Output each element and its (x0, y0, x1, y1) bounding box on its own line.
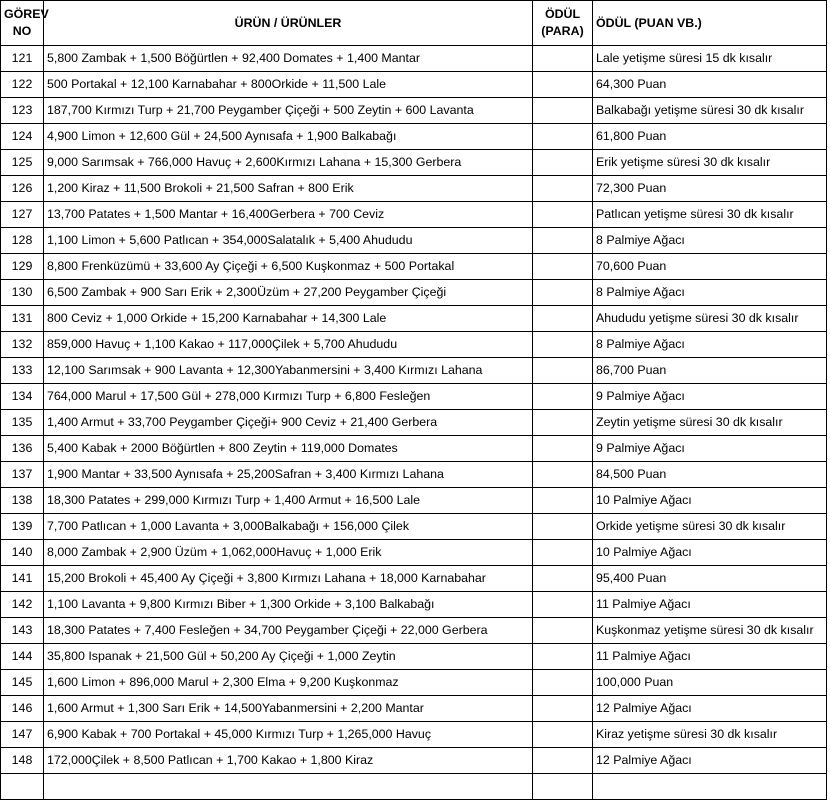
cell-reward-points[interactable]: 12 Palmiye Ağacı (593, 696, 827, 722)
table-row (1, 514, 827, 540)
cell-reward-points[interactable]: 8 Palmiye Ağacı (593, 280, 827, 306)
cell-task-no[interactable]: 140 (1, 540, 44, 566)
cell-reward-points[interactable]: 86,700 Puan (593, 358, 827, 384)
empty-cell[interactable] (533, 774, 593, 800)
header-task-no-line1: GÖREV (4, 7, 49, 21)
cell-task-no[interactable]: 142 (1, 592, 44, 618)
cell-reward-points[interactable]: Erik yetişme süresi 30 dk kısalır (593, 150, 827, 176)
cell-reward-money[interactable] (533, 150, 593, 176)
cell-reward-points[interactable]: Kuşkonmaz yetişme süresi 30 dk kısalır (593, 618, 827, 644)
cell-reward-money[interactable] (533, 540, 593, 566)
cell-reward-points[interactable]: Orkide yetişme süresi 30 dk kısalır (593, 514, 827, 540)
cell-task-no[interactable]: 126 (1, 176, 44, 202)
cell-reward-money[interactable] (533, 462, 593, 488)
cell-reward-points[interactable]: 9 Palmiye Ağacı (593, 384, 827, 410)
table-row (1, 670, 827, 696)
cell-products[interactable]: 6,500 Zambak + 900 Sarı Erik + 2,300Üzüm + 27,200 Peygamber Çiçeği (44, 280, 533, 306)
header-row (1, 1, 827, 46)
table-row (1, 72, 827, 98)
cell-reward-money[interactable] (533, 124, 593, 150)
cell-task-no[interactable]: 125 (1, 150, 44, 176)
cell-reward-points[interactable]: 10 Palmiye Ağacı (593, 540, 827, 566)
cell-task-no[interactable]: 131 (1, 306, 44, 332)
cell-reward-money[interactable] (533, 670, 593, 696)
table-row (1, 150, 827, 176)
cell-task-no[interactable]: 147 (1, 722, 44, 748)
table-row (1, 488, 827, 514)
cell-reward-points[interactable]: 11 Palmiye Ağacı (593, 592, 827, 618)
table-row (1, 592, 827, 618)
cell-reward-points[interactable]: 64,300 Puan (593, 72, 827, 98)
cell-reward-money[interactable] (533, 748, 593, 774)
cell-task-no[interactable]: 139 (1, 514, 44, 540)
cell-products[interactable]: 35,800 Ispanak + 21,500 Gül + 50,200 Ay Çiçeği + 1,000 Zeytin (44, 644, 533, 670)
cell-reward-money[interactable] (533, 228, 593, 254)
cell-reward-points[interactable]: Lale yetişme süresi 15 dk kısalır (593, 46, 827, 72)
cell-products[interactable]: 800 Ceviz + 1,000 Orkide + 15,200 Karnabahar + 14,300 Lale (44, 306, 533, 332)
header-task-no (1, 1, 49, 46)
header-reward-money (533, 1, 593, 46)
cell-reward-money[interactable] (533, 644, 593, 670)
cell-products[interactable]: 172,000Çilek + 8,500 Patlıcan + 1,700 Kakao + 1,800 Kiraz (44, 748, 533, 774)
table-row (1, 384, 827, 410)
cell-products[interactable]: 13,700 Patates + 1,500 Mantar + 16,400Gerbera + 700 Ceviz (44, 202, 533, 228)
cell-task-no[interactable]: 138 (1, 488, 44, 514)
cell-products[interactable]: 1,600 Armut + 1,300 Sarı Erik + 14,500Yabanmersini + 2,200 Mantar (44, 696, 533, 722)
cell-task-no[interactable]: 144 (1, 644, 44, 670)
empty-cell[interactable] (593, 774, 827, 800)
cell-task-no[interactable]: 128 (1, 228, 44, 254)
cell-reward-points[interactable]: Patlıcan yetişme süresi 30 dk kısalır (593, 202, 827, 228)
cell-products[interactable]: 1,600 Limon + 896,000 Marul + 2,300 Elma + 9,200 Kuşkonmaz (44, 670, 533, 696)
cell-reward-points[interactable]: 12 Palmiye Ağacı (593, 748, 827, 774)
cell-reward-money[interactable] (533, 592, 593, 618)
cell-reward-points[interactable]: 8 Palmiye Ağacı (593, 332, 827, 358)
cell-reward-money[interactable] (533, 488, 593, 514)
cell-products[interactable]: 9,000 Sarımsak + 766,000 Havuç + 2,600Kırmızı Lahana + 15,300 Gerbera (44, 150, 533, 176)
header-products: ÜRÜN / ÜRÜNLER (44, 1, 533, 46)
cell-reward-points[interactable]: Balkabağı yetişme süresi 30 dk kısalır (593, 98, 827, 124)
cell-task-no[interactable]: 146 (1, 696, 44, 722)
cell-task-no[interactable]: 136 (1, 436, 44, 462)
table-row (1, 644, 827, 670)
empty-cell[interactable] (44, 774, 533, 800)
cell-reward-points[interactable]: 84,500 Puan (593, 462, 827, 488)
cell-task-no[interactable]: 137 (1, 462, 44, 488)
cell-products[interactable]: 15,200 Brokoli + 45,400 Ay Çiçeği + 3,800 Kırmızı Lahana + 18,000 Karnabahar (44, 566, 533, 592)
cell-reward-points[interactable]: 9 Palmiye Ağacı (593, 436, 827, 462)
table-row (1, 254, 827, 280)
cell-task-no[interactable]: 134 (1, 384, 44, 410)
table-row (1, 228, 827, 254)
cell-reward-money[interactable] (533, 98, 593, 124)
cell-task-no[interactable]: 141 (1, 566, 44, 592)
cell-reward-points[interactable]: 100,000 Puan (593, 670, 827, 696)
cell-products[interactable]: 500 Portakal + 12,100 Karnabahar + 800Orkide + 11,500 Lale (44, 72, 533, 98)
table-row (1, 722, 827, 748)
cell-products[interactable]: 12,100 Sarımsak + 900 Lavanta + 12,300Yabanmersini + 3,400 Kırmızı Lahana (44, 358, 533, 384)
cell-task-no[interactable]: 122 (1, 72, 44, 98)
cell-reward-money[interactable] (533, 254, 593, 280)
cell-reward-money[interactable] (533, 358, 593, 384)
cell-reward-money[interactable] (533, 332, 593, 358)
cell-reward-points[interactable]: 70,600 Puan (593, 254, 827, 280)
header-reward-money-line2: (PARA) (541, 24, 584, 38)
cell-products[interactable]: 1,400 Armut + 33,700 Peygamber Çiçeği+ 900 Ceviz + 21,400 Gerbera (44, 410, 533, 436)
cell-task-no[interactable]: 133 (1, 358, 44, 384)
table-row (1, 306, 827, 332)
cell-products[interactable]: 18,300 Patates + 7,400 Fesleğen + 34,700 Peygamber Çiçeği + 22,000 Gerbera (44, 618, 533, 644)
cell-task-no[interactable]: 135 (1, 410, 44, 436)
cell-reward-money[interactable] (533, 566, 593, 592)
table-row (1, 202, 827, 228)
table-row (1, 462, 827, 488)
table-row (1, 540, 827, 566)
empty-row (1, 774, 827, 800)
table-row (1, 332, 827, 358)
cell-reward-money[interactable] (533, 202, 593, 228)
cell-products[interactable]: 8,800 Frenküzümü + 33,600 Ay Çiçeği + 6,500 Kuşkonmaz + 500 Portakal (44, 254, 533, 280)
table-row (1, 124, 827, 150)
cell-reward-money[interactable] (533, 722, 593, 748)
table-row (1, 358, 827, 384)
table-body (1, 46, 827, 800)
cell-reward-points[interactable]: Kiraz yetişme süresi 30 dk kısalır (593, 722, 827, 748)
cell-products[interactable]: 7,700 Patlıcan + 1,000 Lavanta + 3,000Balkabağı + 156,000 Çilek (44, 514, 533, 540)
cell-task-no[interactable]: 130 (1, 280, 44, 306)
cell-products[interactable]: 4,900 Limon + 12,600 Gül + 24,500 Aynısafa + 1,900 Balkabağı (44, 124, 533, 150)
cell-products[interactable]: 5,400 Kabak + 2000 Böğürtlen + 800 Zeytin + 119,000 Domates (44, 436, 533, 462)
cell-products[interactable]: 6,900 Kabak + 700 Portakal + 45,000 Kırmızı Turp + 1,265,000 Havuç (44, 722, 533, 748)
cell-task-no[interactable]: 121 (1, 46, 44, 72)
cell-products[interactable]: 859,000 Havuç + 1,100 Kakao + 117,000Çilek + 5,700 Ahududu (44, 332, 533, 358)
table-row (1, 748, 827, 774)
header-reward-points: ÖDÜL (PUAN VB.) (593, 1, 827, 46)
header-task-no-line2: NO (12, 24, 32, 38)
cell-reward-money[interactable] (533, 436, 593, 462)
cell-reward-money[interactable] (533, 618, 593, 644)
cell-products[interactable]: 187,700 Kırmızı Turp + 21,700 Peygamber Çiçeği + 500 Zeytin + 600 Lavanta (44, 98, 533, 124)
cell-products[interactable]: 1,900 Mantar + 33,500 Aynısafa + 25,200Safran + 3,400 Kırmızı Lahana (44, 462, 533, 488)
cell-task-no[interactable]: 127 (1, 202, 44, 228)
cell-products[interactable]: 1,200 Kiraz + 11,500 Brokoli + 21,500 Safran + 800 Erik (44, 176, 533, 202)
cell-task-no[interactable]: 148 (1, 748, 44, 774)
cell-products[interactable]: 1,100 Lavanta + 9,800 Kırmızı Biber + 1,300 Orkide + 3,100 Balkabağı (44, 592, 533, 618)
cell-reward-points[interactable]: 11 Palmiye Ağacı (593, 644, 827, 670)
table-row (1, 280, 827, 306)
table-row (1, 618, 827, 644)
header-reward-money-line1: ÖDÜL (544, 7, 581, 21)
cell-products[interactable]: 1,100 Limon + 5,600 Patlıcan + 354,000Salatalık + 5,400 Ahududu (44, 228, 533, 254)
cell-reward-points[interactable]: 72,300 Puan (593, 176, 827, 202)
cell-products[interactable]: 8,000 Zambak + 2,900 Üzüm + 1,062,000Havuç + 1,000 Erik (44, 540, 533, 566)
cell-task-no[interactable]: 129 (1, 254, 44, 280)
cell-reward-money[interactable] (533, 72, 593, 98)
cell-task-no[interactable]: 124 (1, 124, 44, 150)
cell-products[interactable]: 18,300 Patates + 299,000 Kırmızı Turp + 1,400 Armut + 16,500 Lale (44, 488, 533, 514)
table-row (1, 696, 827, 722)
cell-reward-money[interactable] (533, 384, 593, 410)
cell-reward-money[interactable] (533, 696, 593, 722)
cell-reward-money[interactable] (533, 176, 593, 202)
table-row (1, 566, 827, 592)
table-row (1, 436, 827, 462)
cell-reward-points[interactable]: 10 Palmiye Ağacı (593, 488, 827, 514)
cell-task-no[interactable]: 143 (1, 618, 44, 644)
cell-task-no[interactable]: 145 (1, 670, 44, 696)
table-row (1, 46, 827, 72)
table-row (1, 410, 827, 436)
cell-reward-money[interactable] (533, 280, 593, 306)
cell-reward-points[interactable]: 61,800 Puan (593, 124, 827, 150)
cell-task-no[interactable]: 123 (1, 98, 44, 124)
cell-reward-points[interactable]: Ahududu yetişme süresi 30 dk kısalır (593, 306, 827, 332)
table-row (1, 176, 827, 202)
cell-products[interactable]: 5,800 Zambak + 1,500 Böğürtlen + 92,400 Domates + 1,400 Mantar (44, 46, 533, 72)
cell-reward-money[interactable] (533, 46, 593, 72)
table-row (1, 98, 827, 124)
cell-task-no[interactable]: 132 (1, 332, 44, 358)
cell-products[interactable]: 764,000 Marul + 17,500 Gül + 278,000 Kırmızı Turp + 6,800 Fesleğen (44, 384, 533, 410)
cell-reward-money[interactable] (533, 410, 593, 436)
cell-reward-money[interactable] (533, 306, 593, 332)
empty-cell[interactable] (1, 774, 44, 800)
cell-reward-points[interactable]: 8 Palmiye Ağacı (593, 228, 827, 254)
cell-reward-points[interactable]: Zeytin yetişme süresi 30 dk kısalır (593, 410, 827, 436)
cell-reward-money[interactable] (533, 514, 593, 540)
cell-reward-points[interactable]: 95,400 Puan (593, 566, 827, 592)
